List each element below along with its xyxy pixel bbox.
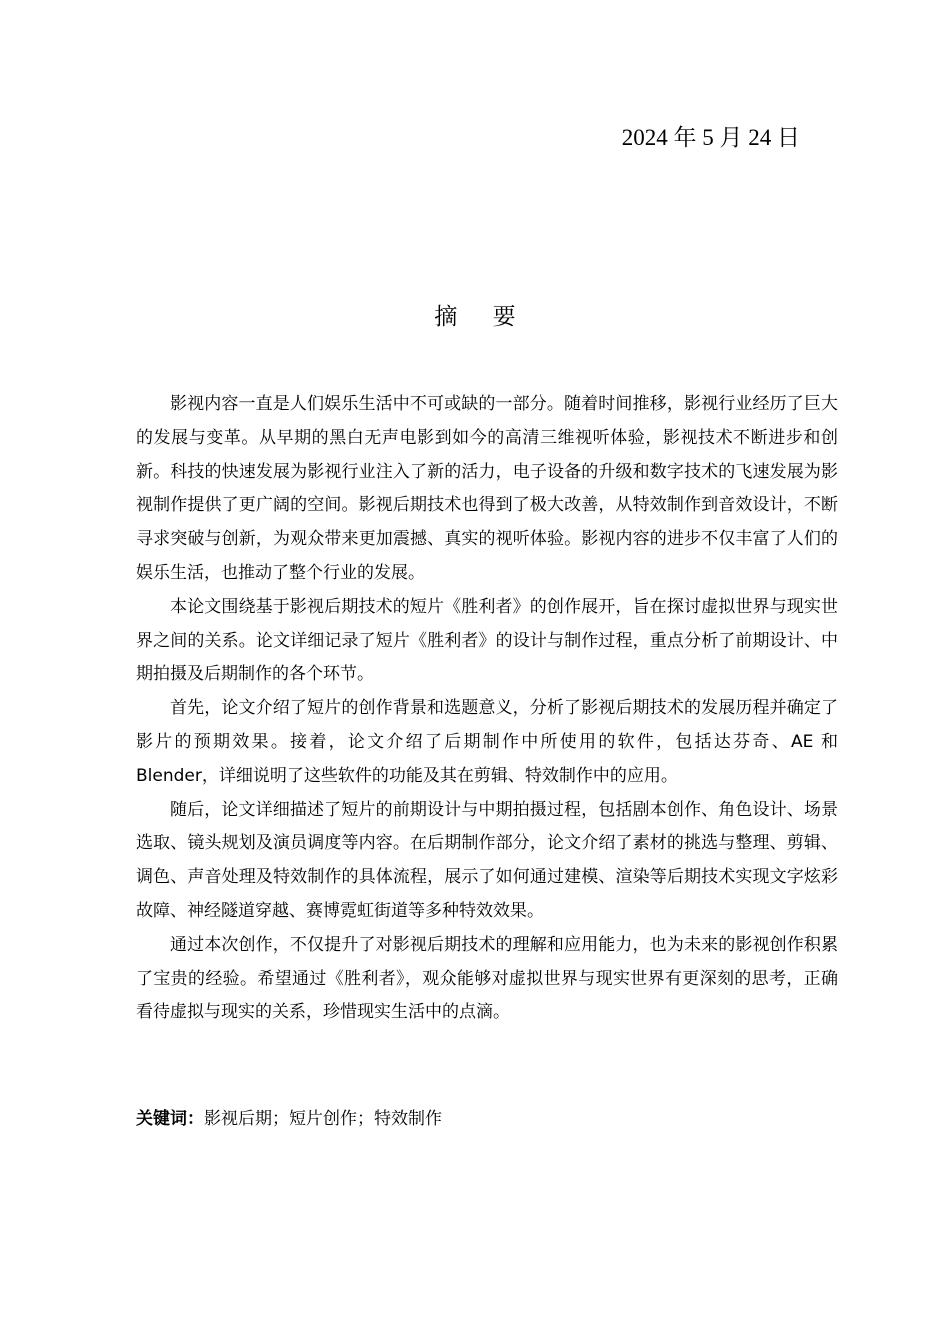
abstract-title: 摘 要 <box>434 304 530 330</box>
abstract-paragraph-2: 本论文围绕基于影视后期技术的短片《胜利者》的创作展开，旨在探讨虚拟世界与现实世界之间的关系。论文详细记录了短片《胜利者》的设计与制作过程，重点分析了前期设计、中期拍摄及后期制作的各个环节。 <box>136 596 838 685</box>
document-date: 2024 年 5 月 24 日 <box>621 125 800 150</box>
abstract-paragraph-1: 影视内容一直是人们娱乐生活中不可或缺的一部分。随着时间推移，影视行业经历了巨大的发展与变革。从早期的黑白无声电影到如今的高清三维视听体验，影视技术不断进步和创新。科技的快速发展为影视行业注入了新的活力，电子设备的升级和数字技术的飞速发展为影视制作提供了更广阔的空间。影视后期技术也得到了极大改善，从特效制作到音效设计，不断寻求突破与创新，为观众带来更加震撼、真实的视听体验。影视内容的进步不仅丰富了人们的娱乐生活，也推动了整个行业的发展。 <box>136 394 838 583</box>
abstract-paragraph-3: 首先，论文介绍了短片的创作背景和选题意义，分析了影视后期技术的发展历程并确定了影片的预期效果。接着，论文介绍了后期制作中所使用的软件，包括达芬奇、AE 和 Blender，详细说明了这些软件的功能及其在剪辑、特效制作中的应用。 <box>136 698 838 786</box>
keywords-label: 关键词： <box>136 1109 204 1129</box>
keywords-line <box>136 1104 838 1134</box>
abstract-paragraph-4: 随后，论文详细描述了短片的前期设计与中期拍摄过程，包括剧本创作、角色设计、场景选取、镜头规划及演员调度等内容。在后期制作部分，论文介绍了素材的挑选与整理、剪辑、调色、声音处理及特效制作的具体流程，展示了如何通过建模、渲染等后期技术实现文字炫彩故障、神经隧道穿越、赛博霓虹街道等多种特效效果。 <box>136 799 838 921</box>
abstract-paragraph-5: 通过本次创作，不仅提升了对影视后期技术的理解和应用能力，也为未来的影视创作积累了宝贵的经验。希望通过《胜利者》，观众能够对虚拟世界与现实世界有更深刻的思考，正确看待虚拟与现实的关系，珍惜现实生活中的点滴。 <box>136 934 838 1023</box>
abstract-body <box>136 388 838 1030</box>
keywords-value: 影视后期；短片创作；特效制作 <box>204 1109 442 1129</box>
